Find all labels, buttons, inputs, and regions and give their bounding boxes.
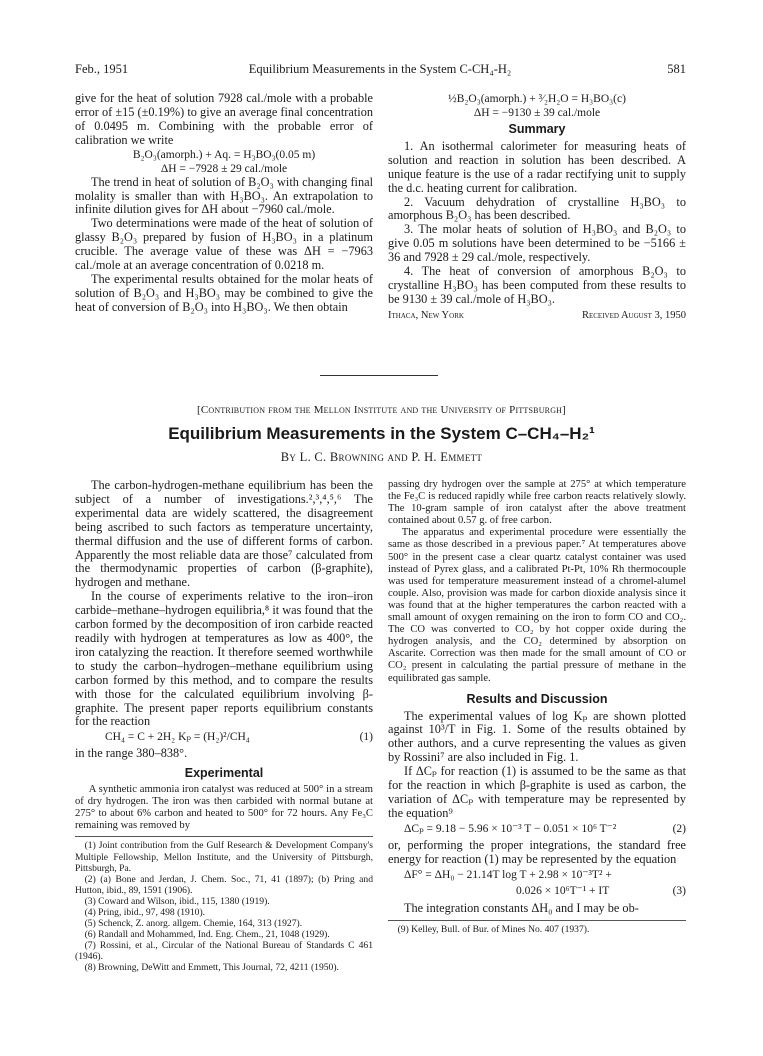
equation-number: (1): [359, 731, 373, 744]
equation: B₂O₃(amorph.) + Aq. = H₃BO₃(0.05 m): [132, 148, 316, 161]
signature-line: [388, 309, 686, 323]
paragraph: In the course of experiments relative to the iron–iron carbide–methane–hydrogen equilibria,⁸ it was found that the carbon formed by the decomposition of iron carbide reacted readily with hydrogen at temperatures as low as 400°, the iron catalyzing the reaction. It therefore seemed worthwhile to study the carbon–hydrogen–methane equilibrium using carbon formed by this method, and to compare the results with those for the calculated equilibrium involving β-graphite. The present paper reports equilibrium constants for the reaction: [75, 589, 373, 729]
footnote: (1) Joint contribution from the Gulf Research & Development Company's Multiple Fellowship, Mellon Institute, and the University of Pittsburgh, Pittsburgh, Pa.: [75, 840, 373, 874]
experimental-continued: [388, 479, 686, 685]
footnote: (2) (a) Bone and Jerdan, J. Chem. Soc., 71, 41 (1897); (b) Pring and Hutton, ibid., 89, 1591 (1906).: [75, 873, 373, 896]
equation-number: (3): [672, 885, 686, 898]
left-column: [75, 479, 373, 974]
equation: ΔH = −9130 ± 39 cal./mole: [473, 107, 601, 119]
paragraph: The experimental values of log Kₚ are shown plotted against 10³/T in Fig. 1. Some of the results obtained by other authors, and a curve representing the values as given by Rossini⁷ are also included in Fig. 1.: [388, 708, 686, 765]
paragraph: The trend in heat of solution of B₂O₃ with changing final molality is smaller than with H₃BO₃. An extrapolation to infinite dilution gives for ΔH about −7960 cal./mole.: [75, 174, 373, 217]
equation-line: ΔF° = ΔH₀ − 21.14T log T + 2.98 × 10⁻³T² +: [404, 869, 612, 882]
summary-item: 4. The heat of conversion of amorphous B₂O₃ to crystalline H₃BO₃ has been computed from these results to be 9130 ± 39 cal./mole of H₃BO₃.: [388, 264, 686, 306]
paragraph: give for the heat of solution 7928 cal./mole with a probable error of ±15 (±0.19%) to give an average final concentration of 0.0495 m. Combining with the probable error of calibration we write: [75, 91, 373, 147]
page-number: 581: [667, 62, 686, 76]
footnote: (8) Browning, DeWitt and Emmett, This Journal, 72, 4211 (1950).: [84, 962, 339, 974]
footnote: (3) Coward and Wilson, ibid., 115, 1380 (1919).: [84, 895, 270, 907]
top-left-column: [75, 92, 373, 315]
received-date: Received August 3, 1950: [581, 309, 686, 321]
paragraph: passing dry hydrogen over the sample at 275° at which temperature the Fe₃C is reduced rapidly while free carbon reacts relatively slowly. The 10-gram sample of iron catalyst after the above treatment contained about 0.57 g. of free carbon.: [388, 479, 686, 527]
footnote: (6) Randall and Mohammed, Ind. Eng. Chem., 21, 1048 (1929).: [84, 929, 330, 941]
footnote: (7) Rossini, et al., Circular of the National Bureau of Standards C 461 (1946).: [75, 940, 373, 963]
footnote-divider: [75, 836, 373, 837]
paragraph: The experimental results obtained for the molar heats of solution of B₂O₃ and H₃BO₃ may be combined to give the heat of conversion of B₂O₃ into H₃BO₃. We then obtain: [75, 271, 373, 314]
equation-text: ΔCₚ = 9.18 − 5.96 × 10⁻³ T − 0.051 × 10⁶ T⁻²: [404, 822, 617, 835]
paragraph: Two determinations were made of the heat of solution of glassy B₂O₃ prepared by fusion of H₃BO₃ in a platinum crucible. The average value of these was ΔH = −7963 cal./mole at an average concentration of 0.0218 m.: [75, 216, 373, 273]
equation-text: 0.026 × 10⁶T⁻¹ + IT: [516, 885, 610, 898]
paragraph: If ΔCₚ for reaction (1) is assumed to be the same as that for the reaction in which β-graphite is used as carbon, the variation of ΔCₚ with temperature may be represented by the equation⁹: [388, 764, 686, 820]
paragraph: in the range 380–838°.: [75, 746, 188, 761]
paragraph: A synthetic ammonia iron catalyst was reduced at 500° in a stream of dry hydrogen. The iron was then carbided with normal butane at 275° to about 6% carbon and heated to 500° for 72 hours. Any Fe₃C remaining was removed by: [75, 784, 373, 832]
summary-heading: Summary: [508, 122, 566, 136]
footnote: (9) Kelley, Bull. of Bur. of Mines No. 407 (1937).: [397, 924, 590, 936]
location: Ithaca, New York: [388, 309, 464, 321]
footnote-divider: [388, 920, 686, 921]
top-right-column: [388, 92, 686, 323]
footnote: (4) Pring, ibid., 97, 498 (1910).: [84, 906, 206, 918]
footnotes: [75, 840, 373, 973]
right-column: [388, 479, 686, 935]
equation-3: [388, 869, 686, 899]
experimental-text: [75, 784, 373, 832]
equation-line: [388, 885, 686, 899]
equation-1: [75, 731, 373, 745]
paragraph: The integration constants ΔH₀ and I may be ob-: [403, 901, 639, 916]
summary-item: 3. The molar heats of solution of H₃BO₃ and B₂O₃ to give 0.05 m solutions have been determined to be −5166 ± 36 and 7928 ± 29 cal./mole, respectively.: [388, 222, 686, 265]
contribution-line: [Contribution from the Mellon Institute and the University of Pittsburgh]: [196, 404, 567, 416]
equation: ΔH = −7928 ± 29 cal./mole: [160, 162, 288, 175]
summary-item: 2. Vacuum dehydration of crystalline H₃BO₃ to amorphous B₂O₃ has been described.: [388, 194, 686, 223]
equation-2: [388, 823, 686, 837]
paragraph: The apparatus and experimental procedure were essentially the same as those described in a previous paper.⁷ At temperatures above 500° in the present case a clear quartz catalyst container was used instead of Pyrex glass, and a calibrated Pt-Pt, 10% Rh thermocouple was used for temperature measurement instead of a chromel-alumel couple. Also, provision was made for carbon dioxide analysis since it was found that at the higher temperatures the carbon reacted with a small amount of oxygen remaining on the iron to form CO and CO₂. The CO was converted to CO₂ by hot copper oxide during the hydrogen analysis, and the CO₂ determined by absorption on Ascarite. Correction was then made for the small amount of CO or CO₂ present in calculating the partial pressure of methane in the equilibrated gas sample.: [388, 527, 686, 684]
footnotes: [388, 924, 686, 935]
article-authors: By L. C. Browning and P. H. Emmett: [280, 450, 483, 464]
summary-item: 1. An isothermal calorimeter for measuring heats of solution and reaction in solution has been described. A unique feature is the use of a radar rectifying unit to supply the d.c. heating current for calibration.: [388, 138, 686, 195]
paragraph: or, performing the proper integrations, the standard free energy for reaction (1) may be represented by the equation: [388, 837, 686, 866]
header-date: Feb., 1951: [75, 62, 129, 76]
article-title: Equilibrium Measurements in the System C–CH₄–H₂¹: [168, 424, 595, 443]
footnote: (5) Schenck, Z. anorg. allgem. Chemie, 164, 313 (1927).: [84, 918, 303, 930]
header-title: Equilibrium Measurements in the System C-CH₄-H₂: [248, 62, 512, 76]
equation-number: (2): [672, 822, 686, 835]
experimental-heading: Experimental: [184, 766, 264, 781]
results-heading: Results and Discussion: [466, 691, 608, 706]
equation-text: CH₄ = C + 2H₂ Kₚ = (H₂)²/CH₄: [105, 731, 250, 744]
paragraph: The carbon-hydrogen-methane equilibrium has been the subject of a number of investigations.²,³,⁴,⁵,⁶ The experimental data are widely scattered, the disagreement being ascribed to such factors as temperature uncertainty, thermal diffusion and the use of different forms of carbon. Apparently the most reliable data are those⁷ calculated from the thermodynamic properties of carbon (β-graphite), hydrogen and methane.: [75, 478, 373, 590]
section-divider: [320, 375, 438, 376]
equation: ½B₂O₃(amorph.) + ³⁄₂H₂O = H₃BO₃(c): [448, 93, 626, 105]
